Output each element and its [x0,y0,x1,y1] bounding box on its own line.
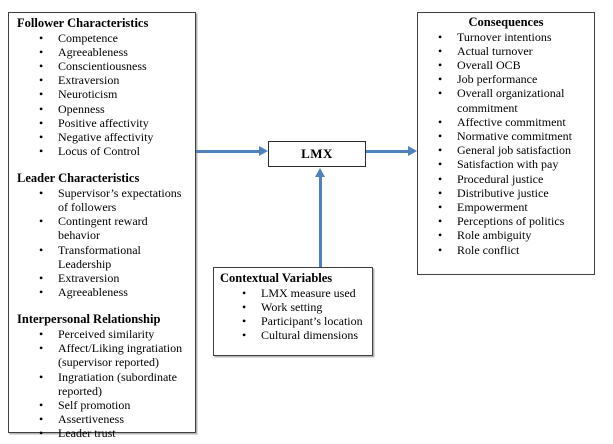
leader-characteristics-list [17,186,191,300]
list-item: • Perceived similarity [39,327,191,341]
section-interpersonal-relationship [17,312,191,440]
arrow-antecedents-to-lmx-head [259,146,268,156]
consequences-list [422,30,590,257]
list-item: • LMX measure used [242,286,368,300]
leader-characteristics-heading: Leader Characteristics [17,171,140,186]
list-item: • Satisfaction with pay [438,157,590,171]
list-item: • Job performance [438,72,590,86]
list-item: • Normative commitment [438,129,590,143]
arrow-lmx-to-consequences-head [408,146,417,156]
contextual-variables-box [213,267,373,356]
arrow-contextual-to-lmx-line [319,176,322,267]
list-item: • Empowerment [438,200,590,214]
consequences-box [417,12,595,275]
list-item: • Self promotion [39,398,191,412]
list-item: • Overall OCB [438,58,590,72]
list-item: • Role conflict [438,243,590,257]
list-item: • Locus of Control [39,144,191,158]
arrow-contextual-to-lmx-head [315,168,325,177]
list-item: • Role ambiguity [438,228,590,242]
list-item: • Affective commitment [438,115,590,129]
list-item: • Agreeableness [39,45,191,59]
list-item: • Ingratiation (subordinate reported) [39,370,191,398]
contextual-variables-heading: Contextual Variables [220,271,333,285]
list-item: • Conscientiousness [39,59,191,73]
list-item: • Extraversion [39,271,191,285]
list-item: • Agreeableness [39,285,191,299]
follower-characteristics-heading: Follower Characteristics [17,16,149,30]
list-item: • Competence [39,31,191,45]
contextual-variables-list [220,286,368,343]
list-item: • Transformational Leadership [39,243,191,271]
arrow-antecedents-to-lmx-line [196,150,260,153]
list-item: • General job satisfaction [438,143,590,157]
list-item: • Distributive justice [438,186,590,200]
arrow-lmx-to-consequences-line [366,150,409,153]
lmx-label: LMX [301,145,333,161]
list-item: • Participant’s location [242,314,368,328]
list-item: • Turnover intentions [438,30,590,44]
list-item: • Supervisor’s expectations of followers [39,186,191,214]
antecedents-box [8,12,196,441]
list-item: • Work setting [242,300,368,314]
list-item: • Cultural dimensions [242,328,368,342]
consequences-heading: Consequences [468,15,544,29]
list-item: • Perceptions of politics [438,214,590,228]
interpersonal-relationship-heading: Interpersonal Relationship [17,312,161,327]
list-item: • Neuroticism [39,87,191,101]
section-leader-characteristics [17,171,191,299]
list-item: • Assertiveness [39,412,191,426]
list-item: • Overall organizational commitment [438,86,590,114]
interpersonal-relationship-list [17,327,191,441]
list-item: • Affect/Liking ingratiation (supervisor reported) [39,341,191,369]
follower-characteristics-list [17,31,191,159]
list-item: • Positive affectivity [39,116,191,130]
list-item: • Extraversion [39,73,191,87]
list-item: • Negative affectivity [39,130,191,144]
lmx-box [268,141,366,167]
section-follower-characteristics [17,16,191,158]
list-item: • Leader trust [39,426,191,440]
list-item: • Actual turnover [438,44,590,58]
list-item: • Contingent reward behavior [39,214,191,242]
list-item: • Openness [39,102,191,116]
list-item: • Procedural justice [438,172,590,186]
